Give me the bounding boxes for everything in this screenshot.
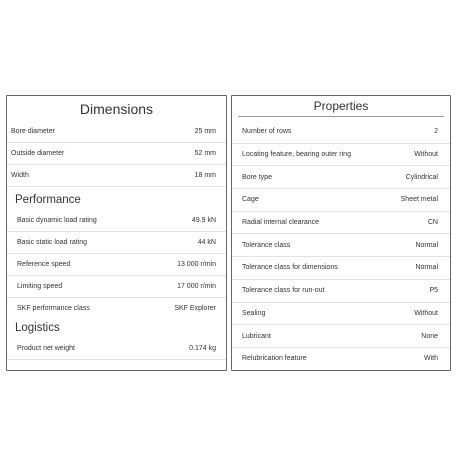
table-row <box>232 303 450 326</box>
dimensions-title: Dimensions <box>79 101 154 117</box>
row-label: Number of rows <box>242 128 292 136</box>
row-label: Basic static load rating <box>17 239 88 246</box>
row-value: CN <box>427 219 438 227</box>
row-label: Tolerance class <box>242 241 291 249</box>
table-row <box>7 143 226 165</box>
row-value: Cylindrical <box>405 173 438 181</box>
row-value: 2 <box>434 128 438 136</box>
performance-table <box>7 210 226 319</box>
row-value: 13 000 r/min <box>177 261 216 268</box>
table-row <box>7 338 226 360</box>
table-row <box>232 325 450 348</box>
row-value: Without <box>414 151 438 159</box>
row-label: Locating feature, bearing outer ring <box>242 151 351 159</box>
row-value: 25 mm <box>194 128 216 135</box>
row-label: Outside diameter <box>11 150 65 157</box>
row-value: P5 <box>429 287 438 295</box>
row-label: Bore type <box>242 173 272 181</box>
dimensions-panel <box>6 95 227 371</box>
row-label: Relubrication feature <box>242 355 307 363</box>
row-label: Product net weight <box>17 345 75 352</box>
table-row <box>7 232 226 254</box>
table-row <box>232 280 450 303</box>
properties-table <box>232 121 450 370</box>
row-label: Sealing <box>242 309 266 317</box>
table-row <box>232 348 450 370</box>
row-label: Tolerance class for run-out <box>242 287 325 295</box>
properties-panel <box>231 95 451 371</box>
row-value: 52 mm <box>194 150 216 157</box>
row-value: Sheet metal <box>400 196 438 204</box>
row-value: Normal <box>415 241 438 249</box>
table-row <box>7 254 226 276</box>
logistics-title: Logistics <box>15 322 60 334</box>
table-row <box>232 166 450 189</box>
table-row <box>232 257 450 280</box>
row-value: 44 kN <box>197 239 216 246</box>
row-label: Bore diameter <box>11 128 55 135</box>
table-row <box>7 298 226 319</box>
row-value: None <box>421 332 438 340</box>
row-label: Limiting speed <box>17 283 63 290</box>
row-label: Reference speed <box>17 261 71 268</box>
row-value: SKF Explorer <box>174 305 216 312</box>
logistics-table <box>7 338 226 360</box>
table-row <box>7 210 226 232</box>
row-label: Cage <box>242 196 259 204</box>
row-value: Normal <box>415 264 438 272</box>
table-row <box>7 165 226 187</box>
row-value: 49.9 kN <box>191 217 216 224</box>
table-row <box>232 144 450 167</box>
row-label: Radial internal clearance <box>242 219 320 227</box>
table-row <box>232 189 450 212</box>
row-value: With <box>424 355 438 363</box>
table-row <box>7 276 226 298</box>
properties-title: Properties <box>238 99 444 117</box>
table-row <box>232 234 450 257</box>
row-value: 0.174 kg <box>189 345 216 352</box>
row-value: 17 000 r/min <box>177 283 216 290</box>
row-value: 18 mm <box>194 172 216 179</box>
dimensions-table <box>7 121 226 187</box>
row-label: Lubricant <box>242 332 271 340</box>
table-row <box>232 121 450 144</box>
row-label: Width <box>11 172 29 179</box>
performance-title: Performance <box>15 194 81 206</box>
row-label: Tolerance class for dimensions <box>242 264 338 272</box>
row-label: Basic dynamic load rating <box>17 217 97 224</box>
table-row <box>232 212 450 235</box>
row-value: Without <box>414 309 438 317</box>
table-row <box>7 121 226 143</box>
row-label: SKF performance class <box>17 305 90 312</box>
